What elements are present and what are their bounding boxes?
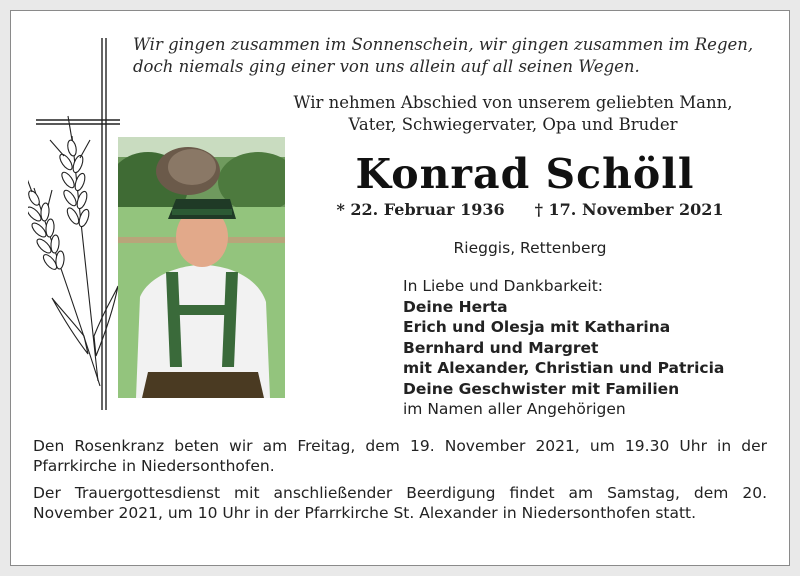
family-intro: In Liebe und Dankbarkeit: bbox=[403, 277, 604, 295]
family-member: Erich und Olesja mit Katharina bbox=[403, 318, 671, 336]
family-closing: im Namen aller Angehörigen bbox=[403, 400, 626, 418]
deceased-name: Konrad Schöll bbox=[355, 150, 695, 198]
intro-line-2: Vater, Schwiegervater, Opa und Bruder bbox=[348, 115, 678, 134]
verse-line-2: doch niemals ging einer von uns allein auf all seinen Wegen. bbox=[133, 57, 640, 76]
hometown: Rieggis, Rettenberg bbox=[453, 239, 607, 257]
portrait-illustration bbox=[118, 137, 285, 398]
family-member: Bernhard und Margret bbox=[403, 338, 599, 357]
memorial-verse bbox=[133, 34, 763, 78]
birth-date: * 22. Februar 1936 bbox=[336, 200, 505, 219]
wheat-icon bbox=[28, 116, 118, 386]
rosary-notice: Den Rosenkranz beten wir am Freitag, dem 19. November 2021, um 19.30 Uhr in der Pfarrkirche in Niedersonthofen. bbox=[33, 437, 767, 475]
intro-line-1: Wir nehmen Abschied von unserem geliebten Mann, bbox=[293, 93, 733, 112]
farewell-intro bbox=[278, 92, 748, 136]
death-date: † 17. November 2021 bbox=[534, 200, 724, 219]
life-dates bbox=[330, 199, 730, 221]
portrait-photo bbox=[118, 137, 285, 398]
family-member: mit Alexander, Christian und Patricia bbox=[403, 359, 725, 377]
cross-wheat-decoration bbox=[28, 36, 120, 414]
family-member: Deine Geschwister mit Familien bbox=[403, 379, 680, 398]
family-member: Deine Herta bbox=[403, 297, 508, 316]
funeral-service-notice: Der Trauergottesdienst mit anschließender Beerdigung findet am Samstag, dem 20. November 2021, um 10 Uhr in der Pfarrkirche St. Alexander in Niedersonthofen statt. bbox=[33, 484, 767, 522]
verse-line-1: Wir gingen zusammen im Sonnenschein, wir gingen zusammen im Regen, bbox=[133, 35, 754, 54]
mourners-list bbox=[403, 276, 743, 420]
